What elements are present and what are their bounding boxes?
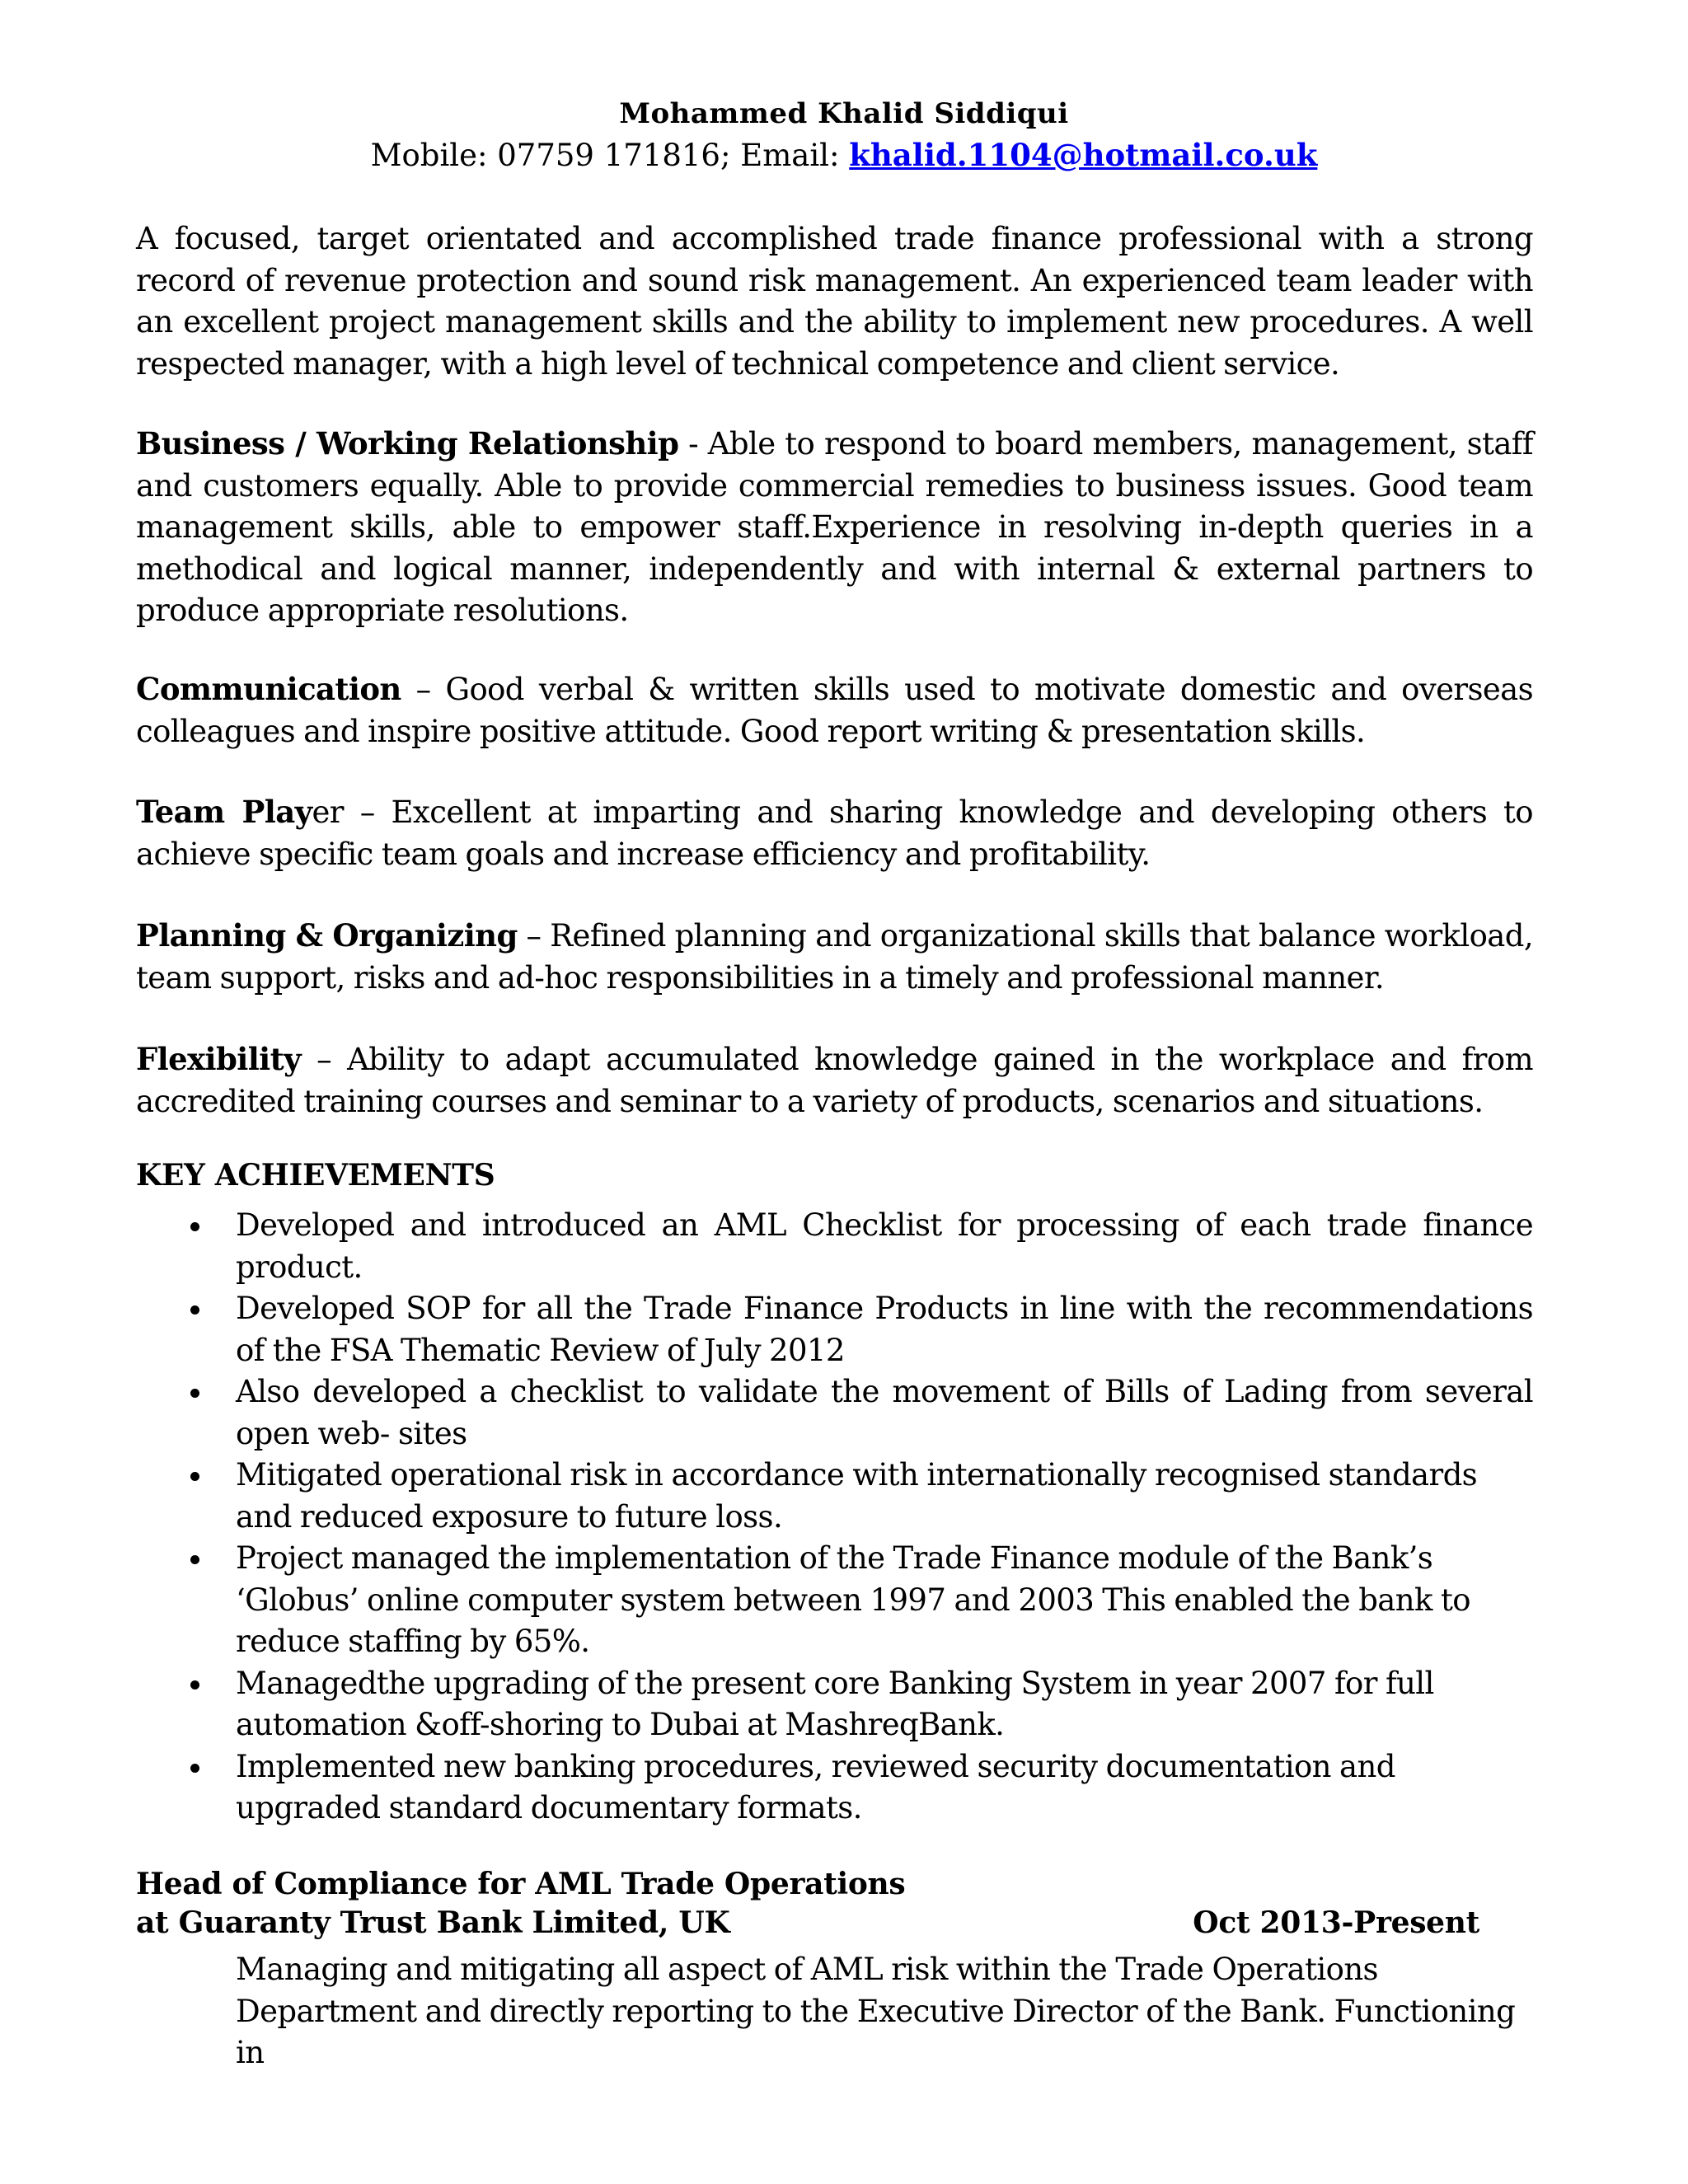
bullet-icon [190,1472,199,1481]
contact-mobile: Mobile: 07759 171816; Email: [370,138,850,173]
skill-separator: – [401,672,446,707]
skill-business-relationship [136,423,1533,632]
job-company: at Guaranty Trust Bank Limited, UK [136,1905,730,1940]
skill-text: Good verbal & written skills used to motivate domestic and overseas colleagues and inspire positive attitude. Good report writing & presentation skills. [136,672,1533,749]
bullet-icon [190,1389,199,1398]
list-item [136,1663,1533,1746]
job-description: Managing and mitigating all aspect of AML risk within the Trade Operations Department and directly reporting to the Executive Director of the Bank. Functioning in [236,1952,1516,2070]
list-item-text: Project managed the implementation of the Trade Finance module of the Bank’s ‘Globus’ online computer system between 1997 and 2003 This enabled the bank to reduce staffing by 65%. [236,1540,1470,1659]
list-item [136,1288,1533,1371]
skill-text: Ability to adapt accumulated knowledge gained in the workplace and from accredited training courses and seminar to a variety of products, scenarios and situations. [136,1042,1533,1119]
list-item [136,1205,1533,1288]
email-link[interactable]: khalid.1104@hotmail.co.uk [849,137,1318,173]
job-dates: Oct 2013-Present [1193,1905,1479,1940]
list-item [136,1538,1533,1663]
skill-text: Able to respond to board members, management, staff and customers equally. Able to provide commercial remedies to business issues. Good team management skills, able to empower staff.Experience in resolving in-depth queries in a methodical and logical manner, independently and with internal & external partners to produce appropriate resolutions. [136,426,1533,628]
skill-title: Planning & Organizing [136,917,518,954]
key-achievements-heading: KEY ACHIEVEMENTS [136,1158,495,1193]
job-company-row [136,1905,1479,1940]
skill-separator: – [517,918,551,954]
job-title: Head of Compliance for AML Trade Operations [136,1867,906,1901]
skill-flexibility [136,1038,1533,1122]
skill-title: Team Play [136,794,312,830]
skill-separator: – [343,794,392,830]
skill-title: Flexibility [136,1041,302,1077]
list-item-text: Mitigated operational risk in accordance with internationally recognised standards and reduced exposure to future loss. [236,1457,1478,1535]
bullet-icon [190,1305,199,1315]
list-item [136,1746,1533,1830]
list-item-text: Developed SOP for all the Trade Finance Products in line with the recommendations of the FSA Thematic Review of July 2012 [236,1291,1533,1368]
contact-line [0,137,1688,173]
list-item-text: Developed and introduced an AML Checklist for processing of each trade finance product. [236,1207,1533,1285]
skill-text: Excellent at imparting and sharing knowledge and developing others to achieve specific team goals and increase efficiency and profitability. [136,794,1533,872]
list-item-text: Managedthe upgrading of the present core Banking System in year 2007 for full automation &off-shoring to Dubai at MashreqBank. [236,1665,1434,1742]
candidate-name: Mohammed Khalid Siddiqui [619,97,1069,130]
skill-separator: - [678,426,708,462]
key-achievements-list [136,1205,1533,1830]
bullet-icon [190,1555,199,1564]
skill-title: Communication [136,671,401,707]
bullet-icon [190,1764,199,1773]
list-item [136,1371,1533,1455]
list-item-text: Implemented new banking procedures, reviewed security documentation and upgraded standard documentary formats. [236,1748,1395,1825]
list-item-text: Also developed a checklist to validate the movement of Bills of Lading from several open web- sites [236,1374,1533,1451]
skill-team-player [136,791,1533,875]
bullet-icon [190,1680,199,1690]
skill-communication [136,668,1533,752]
skill-title: Business / Working Relationship [136,425,679,462]
skill-text: Refined planning and organizational skills that balance workload, team support, risks and ad-hoc responsibilities in a timely and professional manner. [136,918,1533,996]
profile-summary: A focused, target orientated and accomplished trade finance professional with a strong record of revenue protection and sound risk management. An experienced team leader with an excellent project management skills and the ability to implement new procedures. A well respected manager, with a high level of technical competence and client service. [136,221,1533,382]
skill-title-rest: er [312,794,344,830]
bullet-icon [190,1222,199,1231]
list-item [136,1455,1533,1538]
skill-planning-organizing [136,915,1533,999]
skill-separator: – [301,1042,348,1077]
